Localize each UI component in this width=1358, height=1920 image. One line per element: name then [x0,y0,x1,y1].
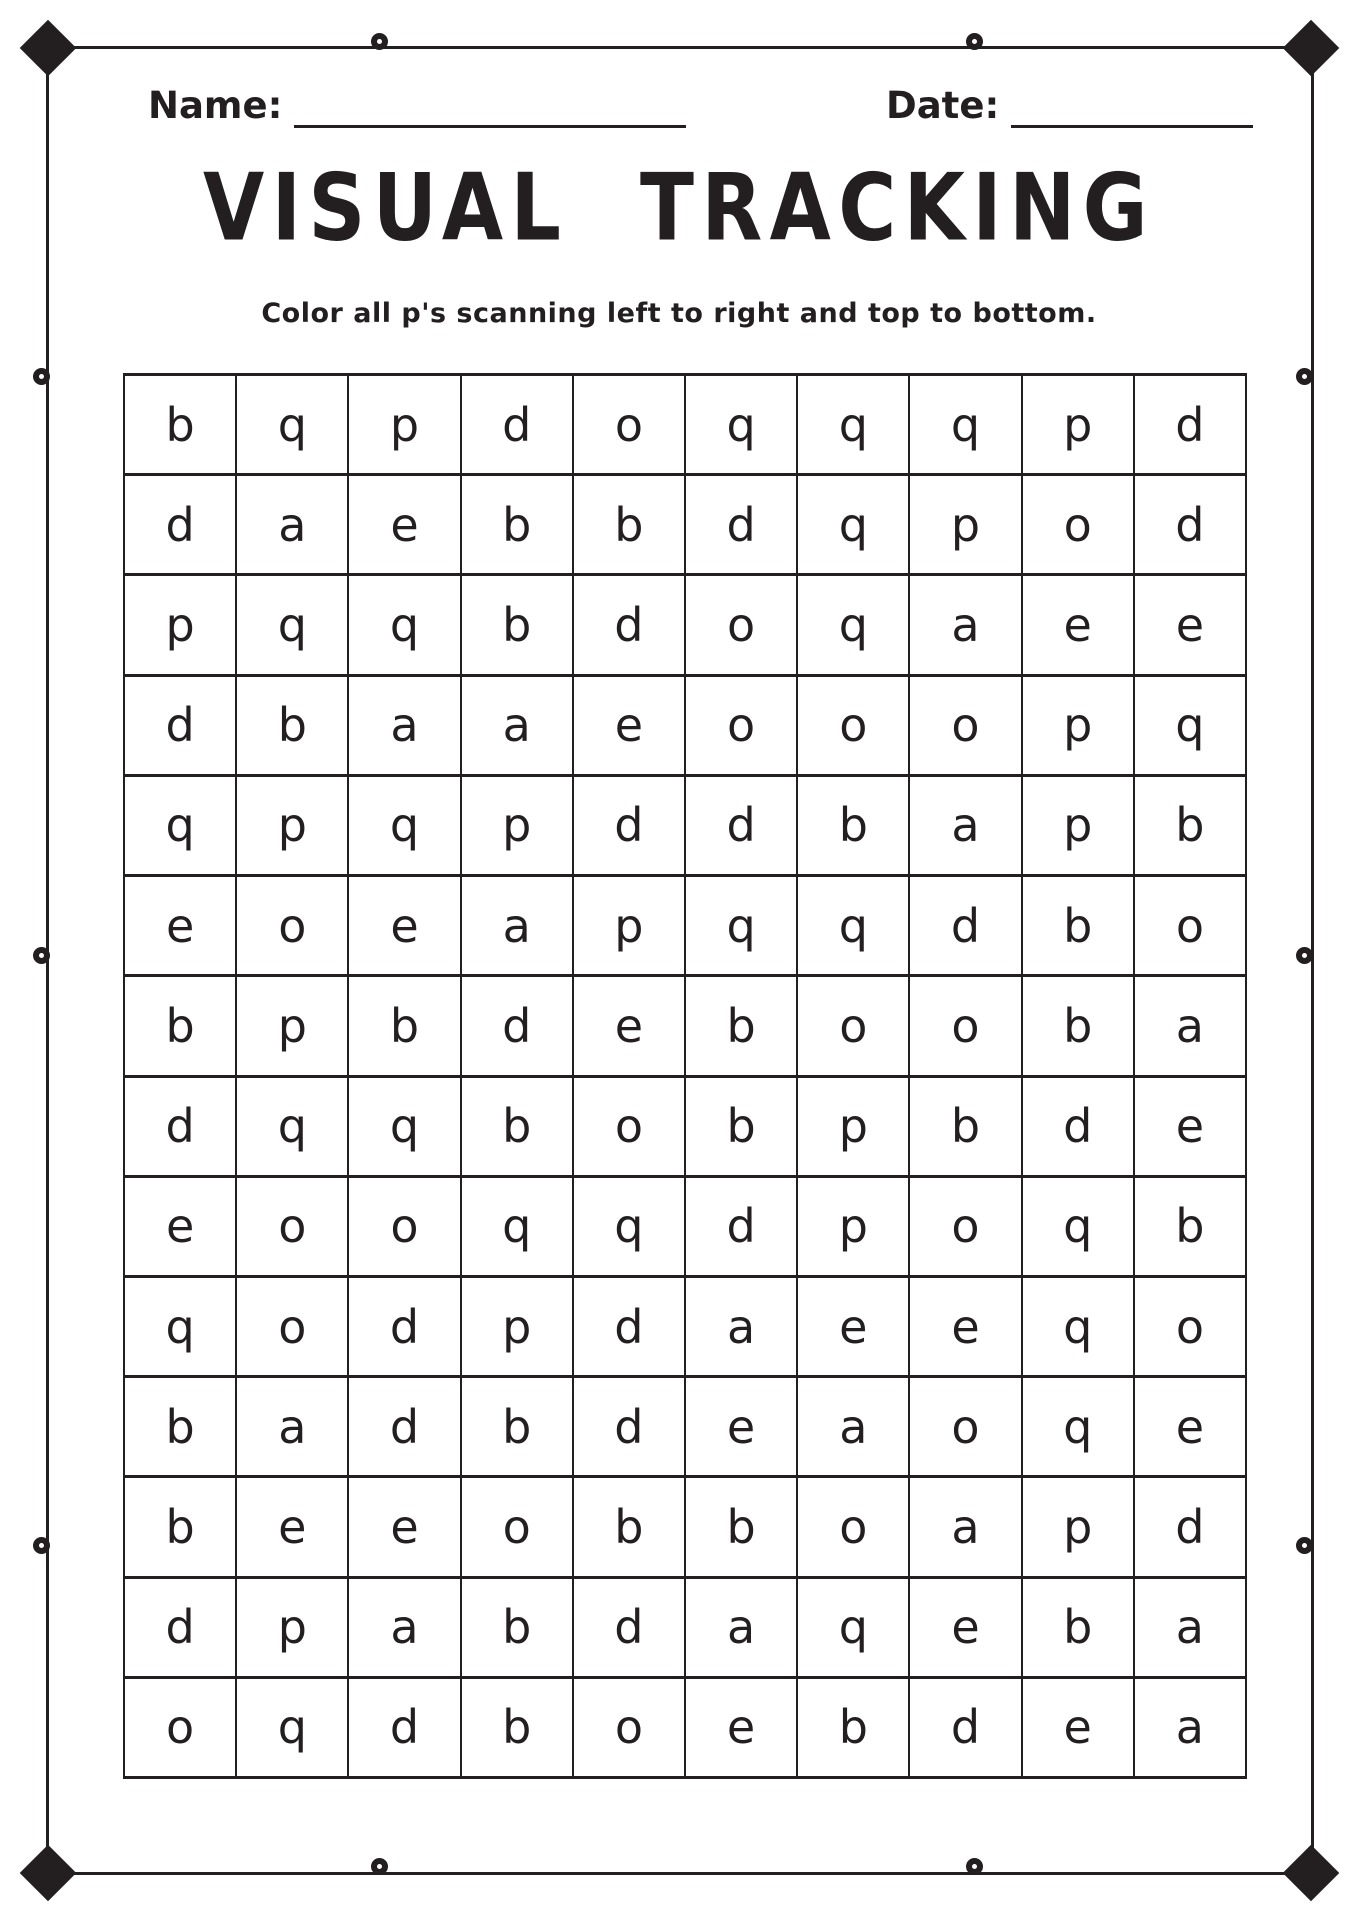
grid-cell-r8c5[interactable]: o [572,1075,684,1175]
grid-cell-r7c6[interactable]: b [684,974,796,1074]
grid-cell-r7c7[interactable]: o [796,974,908,1074]
grid-cell-r1c6[interactable]: q [684,373,796,473]
grid-cell-r1c4[interactable]: d [460,373,572,473]
grid-cell-r12c1[interactable]: b [123,1475,235,1575]
grid-cell-r11c5[interactable]: d [572,1375,684,1475]
grid-cell-r8c2[interactable]: q [235,1075,347,1175]
grid-cell-r13c9[interactable]: b [1021,1576,1133,1676]
grid-cell-r2c1[interactable]: d [123,473,235,573]
grid-cell-r3c7[interactable]: q [796,573,908,673]
grid-cell-r4c6[interactable]: o [684,674,796,774]
grid-cell-r14c3[interactable]: d [347,1676,459,1776]
grid-cell-r11c8[interactable]: o [908,1375,1020,1475]
grid-cell-r3c3[interactable]: q [347,573,459,673]
grid-cell-r7c2[interactable]: p [235,974,347,1074]
grid-cell-r11c7[interactable]: a [796,1375,908,1475]
grid-cell-r4c2[interactable]: b [235,674,347,774]
grid-cell-r9c4[interactable]: q [460,1175,572,1275]
grid-cell-r13c7[interactable]: q [796,1576,908,1676]
grid-cell-r10c9[interactable]: q [1021,1275,1133,1375]
date-input-line[interactable] [1011,86,1253,128]
grid-cell-r7c4[interactable]: d [460,974,572,1074]
grid-cell-r6c8[interactable]: d [908,874,1020,974]
grid-cell-r1c9[interactable]: p [1021,373,1133,473]
grid-cell-r1c3[interactable]: p [347,373,459,473]
grid-cell-r8c7[interactable]: p [796,1075,908,1175]
grid-cell-r2c7[interactable]: q [796,473,908,573]
grid-cell-r2c4[interactable]: b [460,473,572,573]
grid-cell-r5c2[interactable]: p [235,774,347,874]
grid-cell-r12c6[interactable]: b [684,1475,796,1575]
grid-cell-r3c2[interactable]: q [235,573,347,673]
grid-cell-r9c10[interactable]: b [1133,1175,1245,1275]
grid-cell-r9c1[interactable]: e [123,1175,235,1275]
grid-cell-r3c6[interactable]: o [684,573,796,673]
grid-cell-r2c10[interactable]: d [1133,473,1245,573]
grid-cell-r8c1[interactable]: d [123,1075,235,1175]
grid-cell-r6c4[interactable]: a [460,874,572,974]
name-field-block [148,84,686,128]
grid-cell-r12c10[interactable]: d [1133,1475,1245,1575]
grid-cell-r11c3[interactable]: d [347,1375,459,1475]
grid-cell-r14c2[interactable]: q [235,1676,347,1776]
grid-cell-r9c2[interactable]: o [235,1175,347,1275]
grid-cell-r8c4[interactable]: b [460,1075,572,1175]
grid-cell-r9c3[interactable]: o [347,1175,459,1275]
grid-cell-r9c5[interactable]: q [572,1175,684,1275]
grid-cell-r3c9[interactable]: e [1021,573,1133,673]
grid-cell-r6c10[interactable]: o [1133,874,1245,974]
grid-cell-r14c4[interactable]: b [460,1676,572,1776]
grid-cell-r2c2[interactable]: a [235,473,347,573]
grid-cell-r7c10[interactable]: a [1133,974,1245,1074]
grid-cell-r2c8[interactable]: p [908,473,1020,573]
grid-cell-r12c9[interactable]: p [1021,1475,1133,1575]
grid-cell-r2c9[interactable]: o [1021,473,1133,573]
edge-circle-icon [1296,947,1313,964]
grid-cell-r14c8[interactable]: d [908,1676,1020,1776]
grid-cell-r7c1[interactable]: b [123,974,235,1074]
grid-cell-r9c6[interactable]: d [684,1175,796,1275]
grid-cell-r11c4[interactable]: b [460,1375,572,1475]
grid-cell-r1c2[interactable]: q [235,373,347,473]
grid-cell-r1c7[interactable]: q [796,373,908,473]
edge-circle-icon [371,33,388,50]
grid-cell-r1c5[interactable]: o [572,373,684,473]
grid-cell-r4c9[interactable]: p [1021,674,1133,774]
grid-cell-r6c6[interactable]: q [684,874,796,974]
grid-cell-r11c10[interactable]: e [1133,1375,1245,1475]
grid-cell-r7c8[interactable]: o [908,974,1020,1074]
grid-cell-r1c10[interactable]: d [1133,373,1245,473]
grid-cell-r13c3[interactable]: a [347,1576,459,1676]
grid-cell-r10c6[interactable]: a [684,1275,796,1375]
edge-circle-icon [371,1858,388,1875]
grid-cell-r6c5[interactable]: p [572,874,684,974]
grid-cell-r11c1[interactable]: b [123,1375,235,1475]
grid-cell-r6c9[interactable]: b [1021,874,1133,974]
grid-cell-r10c7[interactable]: e [796,1275,908,1375]
grid-cell-r3c1[interactable]: p [123,573,235,673]
grid-cell-r5c10[interactable]: b [1133,774,1245,874]
grid-cell-r12c8[interactable]: a [908,1475,1020,1575]
grid-cell-r2c6[interactable]: d [684,473,796,573]
grid-cell-r2c3[interactable]: e [347,473,459,573]
grid-cell-r10c2[interactable]: o [235,1275,347,1375]
grid-cell-r8c9[interactable]: d [1021,1075,1133,1175]
grid-cell-r11c9[interactable]: q [1021,1375,1133,1475]
grid-cell-r3c10[interactable]: e [1133,573,1245,673]
grid-cell-r6c7[interactable]: q [796,874,908,974]
grid-cell-r4c3[interactable]: a [347,674,459,774]
grid-cell-r10c4[interactable]: p [460,1275,572,1375]
grid-cell-r14c7[interactable]: b [796,1676,908,1776]
grid-cell-r4c8[interactable]: o [908,674,1020,774]
grid-cell-r14c1[interactable]: o [123,1676,235,1776]
name-label: Name: [148,84,283,127]
grid-cell-r14c5[interactable]: o [572,1676,684,1776]
edge-circle-icon [33,1537,50,1554]
grid-cell-r13c10[interactable]: a [1133,1576,1245,1676]
grid-cell-r4c1[interactable]: d [123,674,235,774]
grid-cell-r4c7[interactable]: o [796,674,908,774]
grid-cell-r14c6[interactable]: e [684,1676,796,1776]
instruction-text: Color all p's scanning left to right and top to bottom. [261,298,1097,329]
letter-grid [123,373,1247,1779]
edge-circle-icon [966,33,983,50]
grid-cell-r5c8[interactable]: a [908,774,1020,874]
grid-cell-r12c4[interactable]: o [460,1475,572,1575]
grid-cell-r5c4[interactable]: p [460,774,572,874]
grid-cell-r11c6[interactable]: e [684,1375,796,1475]
grid-cell-r8c6[interactable]: b [684,1075,796,1175]
grid-cell-r10c5[interactable]: d [572,1275,684,1375]
edge-circle-icon [33,368,50,385]
grid-cell-r6c3[interactable]: e [347,874,459,974]
grid-cell-r7c9[interactable]: b [1021,974,1133,1074]
grid-cell-r7c3[interactable]: b [347,974,459,1074]
name-input-line[interactable] [294,86,686,128]
grid-cell-r10c10[interactable]: o [1133,1275,1245,1375]
edge-circle-icon [966,1858,983,1875]
grid-cell-r8c8[interactable]: b [908,1075,1020,1175]
grid-cell-r14c9[interactable]: e [1021,1676,1133,1776]
grid-cell-r9c8[interactable]: o [908,1175,1020,1275]
grid-cell-r5c9[interactable]: p [1021,774,1133,874]
grid-cell-r5c6[interactable]: d [684,774,796,874]
grid-cell-r10c3[interactable]: d [347,1275,459,1375]
grid-cell-r9c7[interactable]: p [796,1175,908,1275]
grid-cell-r3c8[interactable]: a [908,573,1020,673]
grid-cell-r4c10[interactable]: q [1133,674,1245,774]
grid-cell-r12c7[interactable]: o [796,1475,908,1575]
page-title: VISUAL TRACKING [203,154,1155,262]
grid-cell-r2c5[interactable]: b [572,473,684,573]
grid-cell-r11c2[interactable]: a [235,1375,347,1475]
grid-cell-r13c5[interactable]: d [572,1576,684,1676]
grid-cell-r5c1[interactable]: q [123,774,235,874]
grid-cell-r1c1[interactable]: b [123,373,235,473]
grid-cell-r5c7[interactable]: b [796,774,908,874]
grid-cell-r6c2[interactable]: o [235,874,347,974]
grid-cell-r5c3[interactable]: q [347,774,459,874]
grid-cell-r13c6[interactable]: a [684,1576,796,1676]
grid-cell-r1c8[interactable]: q [908,373,1020,473]
grid-cell-r5c5[interactable]: d [572,774,684,874]
grid-cell-r9c9[interactable]: q [1021,1175,1133,1275]
grid-cell-r3c4[interactable]: b [460,573,572,673]
grid-cell-r13c1[interactable]: d [123,1576,235,1676]
grid-cell-r12c2[interactable]: e [235,1475,347,1575]
grid-cell-r12c3[interactable]: e [347,1475,459,1575]
grid-cell-r7c5[interactable]: e [572,974,684,1074]
grid-cell-r12c5[interactable]: b [572,1475,684,1575]
grid-cell-r4c4[interactable]: a [460,674,572,774]
grid-cell-r13c8[interactable]: e [908,1576,1020,1676]
edge-circle-icon [1296,1537,1313,1554]
edge-circle-icon [33,947,50,964]
grid-cell-r8c3[interactable]: q [347,1075,459,1175]
edge-circle-icon [1296,368,1313,385]
date-label: Date: [886,84,1000,127]
grid-cell-r4c5[interactable]: e [572,674,684,774]
grid-cell-r3c5[interactable]: d [572,573,684,673]
grid-cell-r14c10[interactable]: a [1133,1676,1245,1776]
grid-cell-r13c4[interactable]: b [460,1576,572,1676]
grid-cell-r13c2[interactable]: p [235,1576,347,1676]
grid-cell-r6c1[interactable]: e [123,874,235,974]
date-field-block [886,84,1253,128]
grid-cell-r10c8[interactable]: e [908,1275,1020,1375]
grid-cell-r10c1[interactable]: q [123,1275,235,1375]
grid-cell-r8c10[interactable]: e [1133,1075,1245,1175]
